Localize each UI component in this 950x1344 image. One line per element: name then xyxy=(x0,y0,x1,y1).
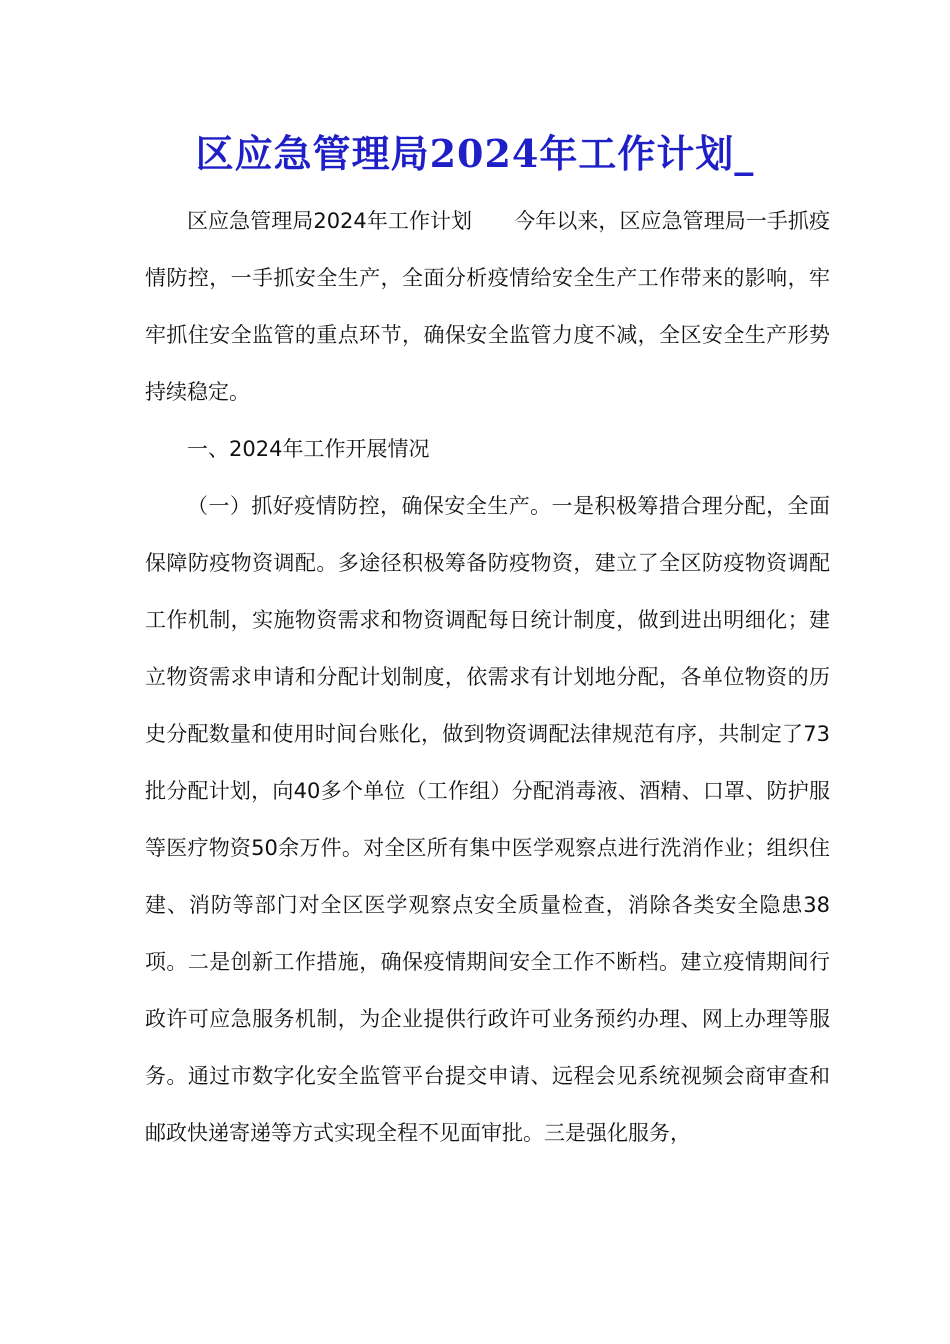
paragraph-intro: 区应急管理局2024年工作计划 今年以来，区应急管理局一手抓疫情防控，一手抓安全生产，全面分析疫情给安全生产工作带来的影响，牢牢抓住安全监管的重点环节，确保安全监管力度不减，全区安全生产形势持续稳定。 xyxy=(145,209,830,404)
document-title: 区应急管理局2024年工作计划_ xyxy=(195,131,755,176)
section-heading: 一、2024年工作开展情况 xyxy=(187,437,430,461)
document-body xyxy=(145,193,830,1162)
paragraph-section-1: （一）抓好疫情防控，确保安全生产。一是积极筹措合理分配，全面保障防疫物资调配。多途径积极筹备防疫物资，建立了全区防疫物资调配工作机制，实施物资需求和物资调配每日统计制度，做到进出明细化；建立物资需求申请和分配计划制度，依需求有计划地分配，各单位物资的历史分配数量和使用时间台账化，做到物资调配法律规范有序，共制定了73批分配计划，向40多个单位（工作组）分配消毒液、酒精、口罩、防护服等医疗物资50余万件。对全区所有集中医学观察点进行洗消作业；组织住建、消防等部门对全区医学观察点安全质量检查，消除各类安全隐患38项。二是创新工作措施，确保疫情期间安全工作不断档。建立疫情期间行政许可应急服务机制，为企业提供行政许可业务预约办理、网上办理等服务。通过市数字化安全监管平台提交申请、远程会见系统视频会商审查和邮政快递寄递等方式实现全程不见面审批。三是强化服务， xyxy=(145,494,830,1145)
